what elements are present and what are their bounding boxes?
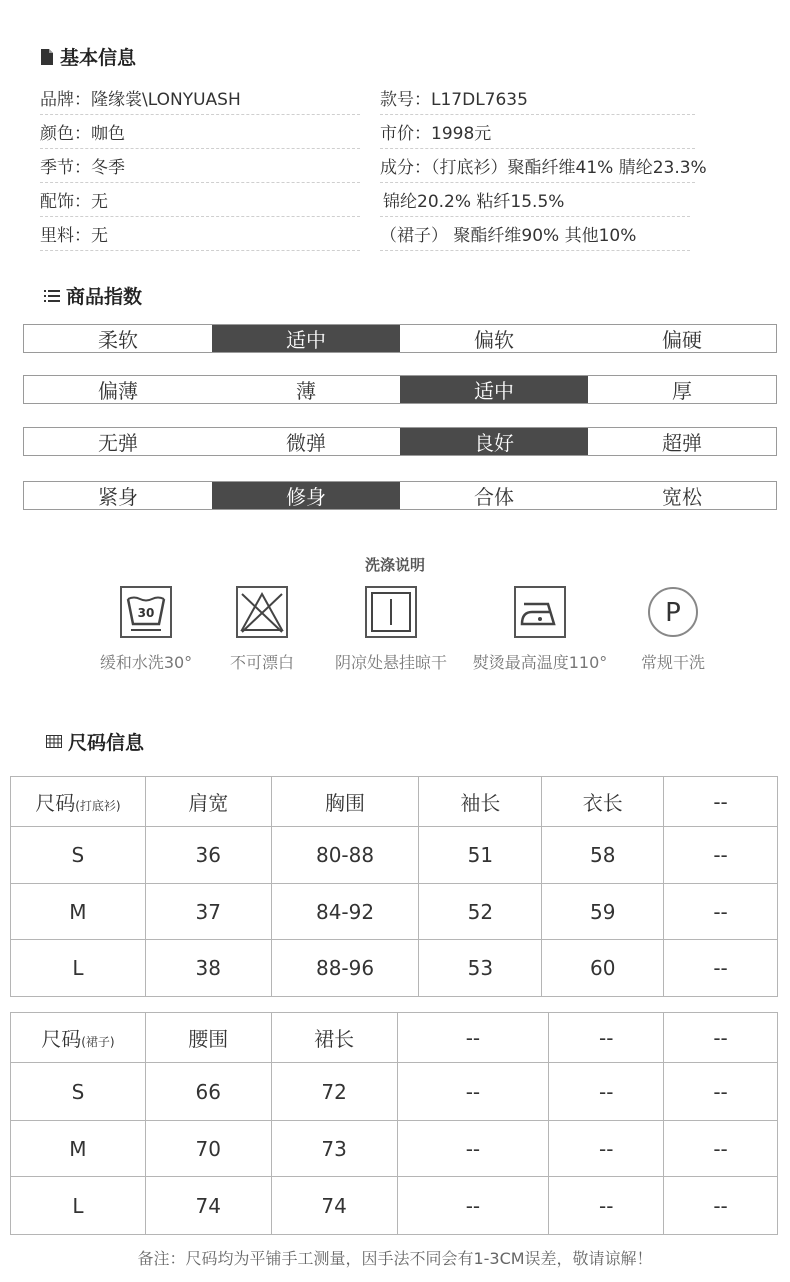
svg-text:30: 30 — [137, 606, 155, 620]
divider — [40, 182, 360, 183]
wash-item — [328, 586, 454, 673]
table-header-row — [11, 1013, 778, 1063]
wash-instructions-title: 洗涤说明 — [364, 556, 425, 574]
table-header-cell: 尺码(裙子) — [11, 1013, 146, 1063]
table-header-cell: 衣长 — [542, 777, 664, 827]
index-option: 紧身 — [98, 485, 138, 509]
iron-110-icon — [514, 586, 566, 638]
table-cell: 70 — [145, 1121, 271, 1177]
divider — [40, 148, 360, 149]
index-option: 超弹 — [662, 431, 702, 455]
style-number-field: 款号：L17DL7635 — [380, 90, 528, 110]
document-icon — [40, 49, 54, 65]
composition-skirt-field: （裙子） 聚酯纤维90% 其他10% — [380, 226, 637, 246]
table-cell: 59 — [542, 884, 664, 940]
table-cell: 88-96 — [271, 940, 419, 997]
product-index-heading — [44, 282, 142, 309]
size-table-bottom — [10, 1012, 778, 1235]
color-field: 颜色：咖色 — [40, 124, 125, 144]
divider — [40, 114, 360, 115]
wash-item — [470, 586, 610, 673]
index-option-selected: 适中 — [212, 325, 400, 352]
wash-item — [630, 586, 716, 673]
table-cell: -- — [549, 1063, 664, 1121]
thickness-index-row — [23, 375, 777, 404]
hang-dry-shade-icon — [365, 586, 417, 638]
table-header-cell: -- — [664, 1013, 778, 1063]
wash-label: 不可漂白 — [229, 653, 294, 672]
lining-field: 里料：无 — [40, 226, 108, 246]
table-cell: S — [11, 827, 146, 884]
table-cell: 36 — [145, 827, 271, 884]
size-info-title: 尺码信息 — [68, 732, 145, 754]
table-header-cell: 肩宽 — [145, 777, 271, 827]
table-header-cell: 腰围 — [145, 1013, 271, 1063]
no-bleach-icon — [236, 586, 288, 638]
table-header-cell: 袖长 — [419, 777, 542, 827]
table-cell: 73 — [271, 1121, 397, 1177]
index-option: 无弹 — [98, 431, 138, 455]
table-cell: 74 — [271, 1177, 397, 1235]
divider — [380, 148, 695, 149]
index-option: 微弹 — [286, 431, 326, 455]
table-row — [11, 1121, 778, 1177]
divider — [380, 114, 695, 115]
table-cell: -- — [664, 1063, 778, 1121]
table-cell: 53 — [419, 940, 542, 997]
index-option-selected: 适中 — [400, 376, 588, 403]
index-option: 偏薄 — [98, 379, 138, 403]
table-row — [11, 827, 778, 884]
market-price-field: 市价：1998元 — [380, 124, 492, 144]
brand-field: 品牌：隆缘裳\LONYUASH — [40, 90, 241, 110]
divider — [380, 250, 690, 251]
index-option: 宽松 — [662, 485, 702, 509]
size-info-heading — [46, 728, 144, 755]
table-cell: 52 — [419, 884, 542, 940]
table-header-cell: -- — [549, 1013, 664, 1063]
wash-item — [212, 586, 312, 673]
index-option: 合体 — [474, 485, 514, 509]
table-cell: 84-92 — [271, 884, 419, 940]
product-index-title: 商品指数 — [66, 286, 143, 308]
table-cell: 60 — [542, 940, 664, 997]
table-header-row — [11, 777, 778, 827]
table-cell: -- — [397, 1063, 549, 1121]
table-grid-icon — [46, 735, 62, 748]
table-cell: M — [11, 1121, 146, 1177]
wash-30-icon — [120, 586, 172, 638]
table-cell: -- — [664, 1121, 778, 1177]
size-table-top — [10, 776, 778, 997]
table-cell: -- — [397, 1121, 549, 1177]
composition-field: 成分：（打底衫）聚酯纤维41% 腈纶23.3% — [380, 158, 707, 178]
table-cell: -- — [664, 827, 778, 884]
table-header-cell: 裙长 — [271, 1013, 397, 1063]
divider — [40, 250, 360, 251]
table-cell: -- — [549, 1177, 664, 1235]
wash-label: 常规干洗 — [640, 653, 705, 672]
wash-label: 缓和水洗30° — [99, 653, 193, 672]
table-header-cell: 胸围 — [271, 777, 419, 827]
table-cell: M — [11, 884, 146, 940]
index-option: 偏硬 — [662, 328, 702, 352]
table-cell: 72 — [271, 1063, 397, 1121]
table-row — [11, 884, 778, 940]
wash-label: 熨烫最高温度110° — [472, 653, 608, 672]
composition-field-cont: 锦纶20.2% 粘纤15.5% — [383, 192, 565, 212]
table-cell: -- — [664, 940, 778, 997]
table-cell: 58 — [542, 827, 664, 884]
table-row — [11, 940, 778, 997]
table-cell: -- — [397, 1177, 549, 1235]
wash-item — [96, 586, 196, 673]
wash-label: 阴凉处悬挂晾干 — [334, 653, 447, 672]
table-cell: L — [11, 1177, 146, 1235]
index-option: 薄 — [296, 379, 316, 403]
divider — [380, 182, 695, 183]
accessory-field: 配饰：无 — [40, 192, 108, 212]
table-header-cell: -- — [397, 1013, 549, 1063]
table-cell: 37 — [145, 884, 271, 940]
fit-index-row — [23, 481, 777, 510]
table-cell: S — [11, 1063, 146, 1121]
index-option: 柔软 — [98, 328, 138, 352]
table-cell: L — [11, 940, 146, 997]
elasticity-index-row — [23, 427, 777, 456]
table-cell: 38 — [145, 940, 271, 997]
index-option-selected: 良好 — [400, 428, 588, 455]
table-header-cell: 尺码(打底衫) — [11, 777, 146, 827]
size-note: 备注：尺码均为平铺手工测量，因手法不同会有1-3CM误差，敬请谅解！ — [137, 1249, 653, 1268]
table-row — [11, 1063, 778, 1121]
index-option: 偏软 — [474, 328, 514, 352]
table-header-cell: -- — [664, 777, 778, 827]
basic-info-heading — [40, 43, 136, 70]
divider — [40, 216, 360, 217]
divider — [380, 216, 690, 217]
table-cell: 74 — [145, 1177, 271, 1235]
softness-index-row — [23, 324, 777, 353]
dry-clean-icon — [647, 586, 699, 638]
table-cell: 51 — [419, 827, 542, 884]
table-cell: -- — [549, 1121, 664, 1177]
svg-text:P: P — [665, 598, 681, 628]
table-cell: -- — [664, 884, 778, 940]
table-cell: -- — [664, 1177, 778, 1235]
table-row — [11, 1177, 778, 1235]
index-option: 厚 — [672, 379, 692, 403]
basic-info-title: 基本信息 — [60, 47, 137, 69]
table-cell: 80-88 — [271, 827, 419, 884]
index-option-selected: 修身 — [212, 482, 400, 509]
season-field: 季节：冬季 — [40, 158, 125, 178]
table-cell: 66 — [145, 1063, 271, 1121]
list-icon — [44, 290, 60, 302]
